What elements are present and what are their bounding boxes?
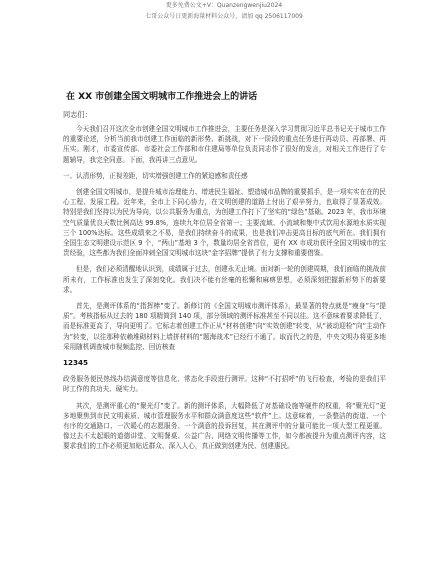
paragraph-intro: 今天我们召开这次全市创建全国文明城市工作推进会，主要任务是深入学习贯彻习近平总书记关于城市工作的重要论述，分析当前我市创建工作面临的新形势、新挑战，对下一阶段的重点任务进行再动员、再部署、再压实。刚才，市委宣传部、市委社会工作部和市住建局等单位负责同志作了很好的发言，对相关工作进行了专题辅导，我完全同意。下面，我再讲三点意见。 (63, 125, 386, 164)
speech-body (63, 124, 386, 458)
header-contact-line: 七哥公众号日更新海量材料公众号，请加 qq 2506117009 (145, 13, 303, 20)
header-promo-line: 更多免费公文+V：Quanzengwenjiu2024 (165, 2, 283, 9)
speech-title: 在 XX 市创建全国文明城市工作推进会上的讲话 (66, 92, 258, 102)
paragraph-hotline-continued: 政务服务便民热线办结满意度等信息化、常态化手段进行测评。这种“不打招呼”的飞行检查，考验的是我们平时工作的真功夫、硬实力。 (63, 375, 386, 394)
paragraph-achievements: 创建全国文明城市，是提升城市治理能力、增进民生福祉、塑造城市品牌的重要抓手，是一项实实在在的民心工程、发展工程。近年来，全市上下同心协力，在文明创建的道路上付出了艰辛努力，也取得了显著成效。特别是我们坚持以为民为导向，以公共服务为重点，为创建工作打下了坚实的“绿色”基础。2023 年，我市环境空气质量优良天数比例高达 99.8%，连续九年位居全省第一；主要流域、小流域和集中式饮用水源地水质实现三个 100%达标。这些成绩来之不易，是我们持续奋斗的成果，也是我们冲击更高目标的底气所在。我们拥有全国生态文明建设示范区 9 个，“两山”基地 3 个，数量均居全省首位，更有 XX 市成功获评全国文明城市的宝贵经验，这些都为我们全面冲刺全国文明城市这块“金字招牌”提供了有力支撑和重要借鉴。 (63, 188, 386, 258)
paragraph-evaluation-system: 首先，是测评体系的“指挥棒”变了。新修订的《全国文明城市测评体系》，最显著的特点就是“瘦身”与“提质”。考核指标从过去的 180 项精简到 140 项，部分领域的测评标准甚至不同以往。这不意味着要求降低了，而是标准更高了，导向更明了。它标志着创建工作正从“材料创建”向“实效创建”转变，从“被动迎检”向“主动作为”转变，以往那种依赖堆砌材料上墙拼材料的“题海战术”已经行不通了。取而代之的是，中央文明办将更多地采用随机调查城市视频监控、回访核查 (63, 302, 386, 351)
paragraph-evaluation-focus: 其次，是测评重心的“聚光灯”变了。新的测评体系，大幅降低了对基础设施等硬件的权重，将“聚光灯”更多地聚焦到市民文明素质、城市管理服务水平和群众满意度这些“软件”上。这意味着，一条整洁的街道、一个有序的交通路口、一次暖心的志愿服务、一个满意的投诉回复，其在测评中的分量可能比一项大型工程更重。像过去不太起眼的道德讲堂、文明餐桌、公益广告、网络文明传播等工作，如今都被提升为重点测评内容，这要求我们的工作必须更加贴近群众、深入人心，真正做到创建为民、创建惠民。 (63, 401, 386, 451)
hotline-number: 12345 (63, 358, 89, 368)
section-heading-1: 一、认清形势，正视差距，切实增强创建工作的紧迫感和责任感 (63, 171, 248, 180)
paragraph-challenges: 但是，我们必须清醒地认识到，成绩属于过去，创建永无止境。面对新一轮的创建周期，我们面临的挑战前所未有，工作标准也发生了深刻变化。我们决不能有丝毫的松懈和麻痹思想，必须深刻把握新形势下的新要求。 (63, 265, 386, 294)
salutation: 同志们： (63, 110, 92, 119)
